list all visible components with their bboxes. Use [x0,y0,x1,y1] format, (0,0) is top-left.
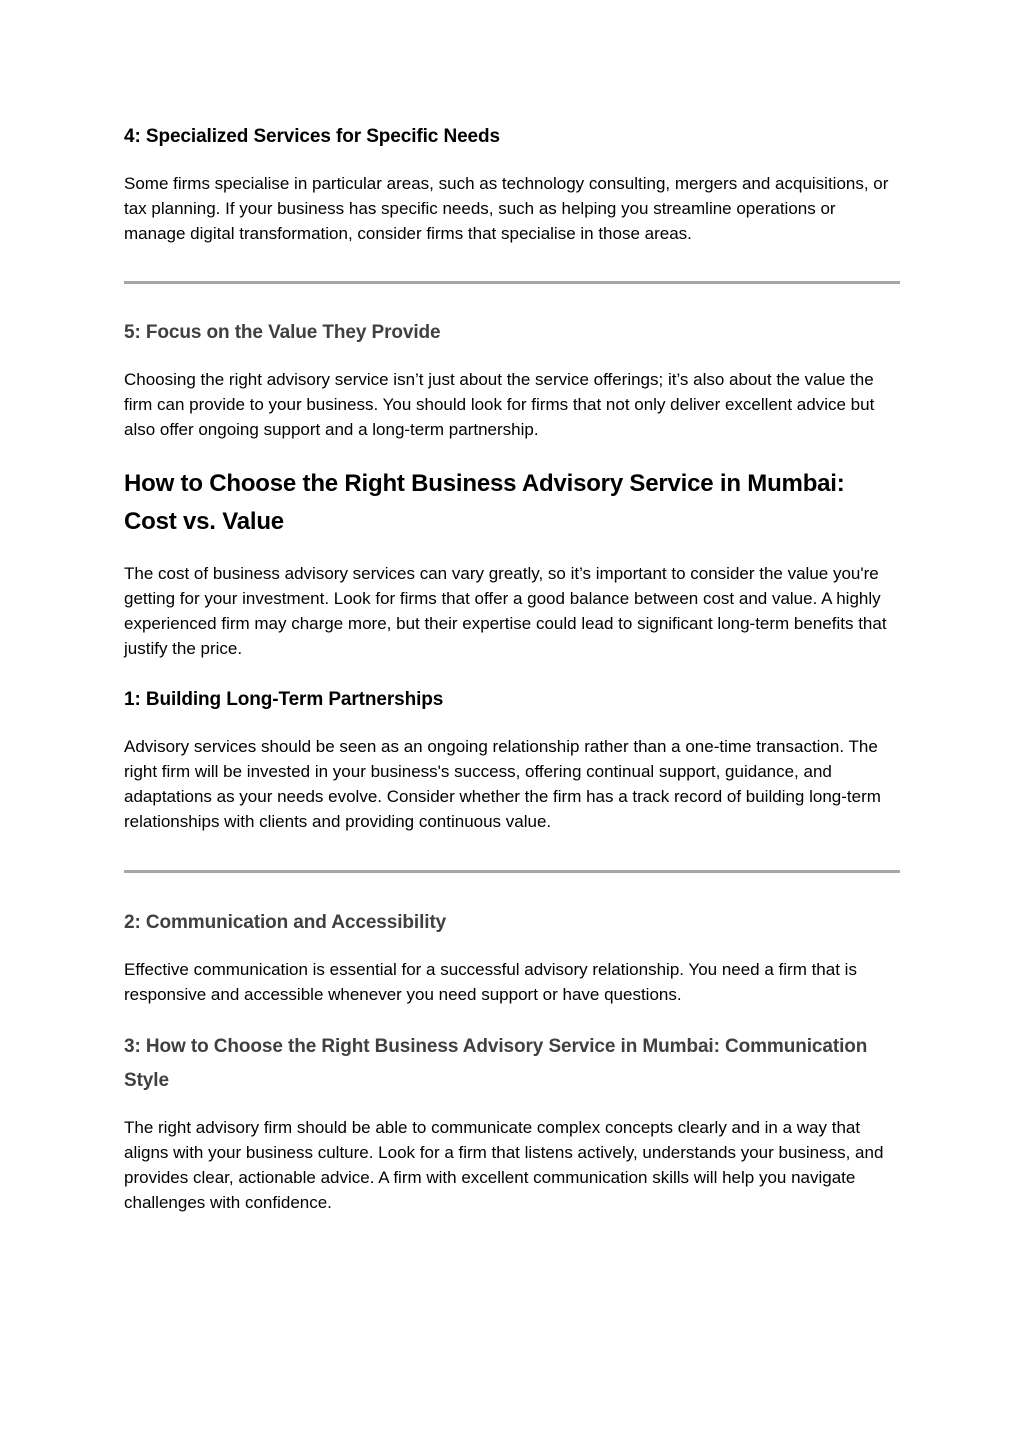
page-content [124,120,900,1215]
paragraph-specialized-services: Some firms specialise in particular areas, such as technology consulting, mergers and acquisitions, or tax planning. If your business has specific needs, such as helping you streamline operations or manage digital transformation, consider firms that specialise in those areas. [124,174,889,243]
heading-focus-on-value: 5: Focus on the Value They Provide [124,322,441,343]
paragraph-communication-accessibility: Effective communication is essential for a successful advisory relationship. You need a firm that is responsive and accessible whenever you need support or have questions. [124,960,857,1004]
paragraph-focus-on-value: Choosing the right advisory service isn’t just about the service offerings; it’s also about the value the firm can provide to your business. You should look for firms that not only deliver excellent advice but also offer ongoing support and a long-term partnership. [124,370,875,439]
heading-cost-vs-value: How to Choose the Right Business Advisory Service in Mumbai: Cost vs. Value [124,470,845,535]
paragraph-long-term-partnerships: Advisory services should be seen as an ongoing relationship rather than a one-time transaction. The right firm will be invested in your business's success, offering continual support, guidance, and adaptations as your needs evolve. Consider whether the firm has a track record of building long-term relationships with clients and providing continuous value. [124,737,881,831]
paragraph-communication-style: The right advisory firm should be able to communicate complex concepts clearly and in a way that aligns with your business culture. Look for a firm that listens actively, understands your business, and provides clear, actionable advice. A firm with excellent communication skills will help you navigate challenges with confidence. [124,1118,884,1212]
heading-communication-accessibility: 2: Communication and Accessibility [124,912,447,933]
heading-long-term-partnerships: 1: Building Long-Term Partnerships [124,689,444,710]
paragraph-cost-vs-value: The cost of business advisory services can vary greatly, so it’s important to consider the value you're getting for your investment. Look for firms that offer a good balance between cost and value. A highly experienced firm may charge more, but their expertise could lead to significant long-term benefits that justify the price. [124,564,887,658]
heading-specialized-services: 4: Specialized Services for Specific Needs [124,126,500,147]
heading-communication-style: 3: How to Choose the Right Business Advisory Service in Mumbai: Communication Style [124,1036,868,1091]
